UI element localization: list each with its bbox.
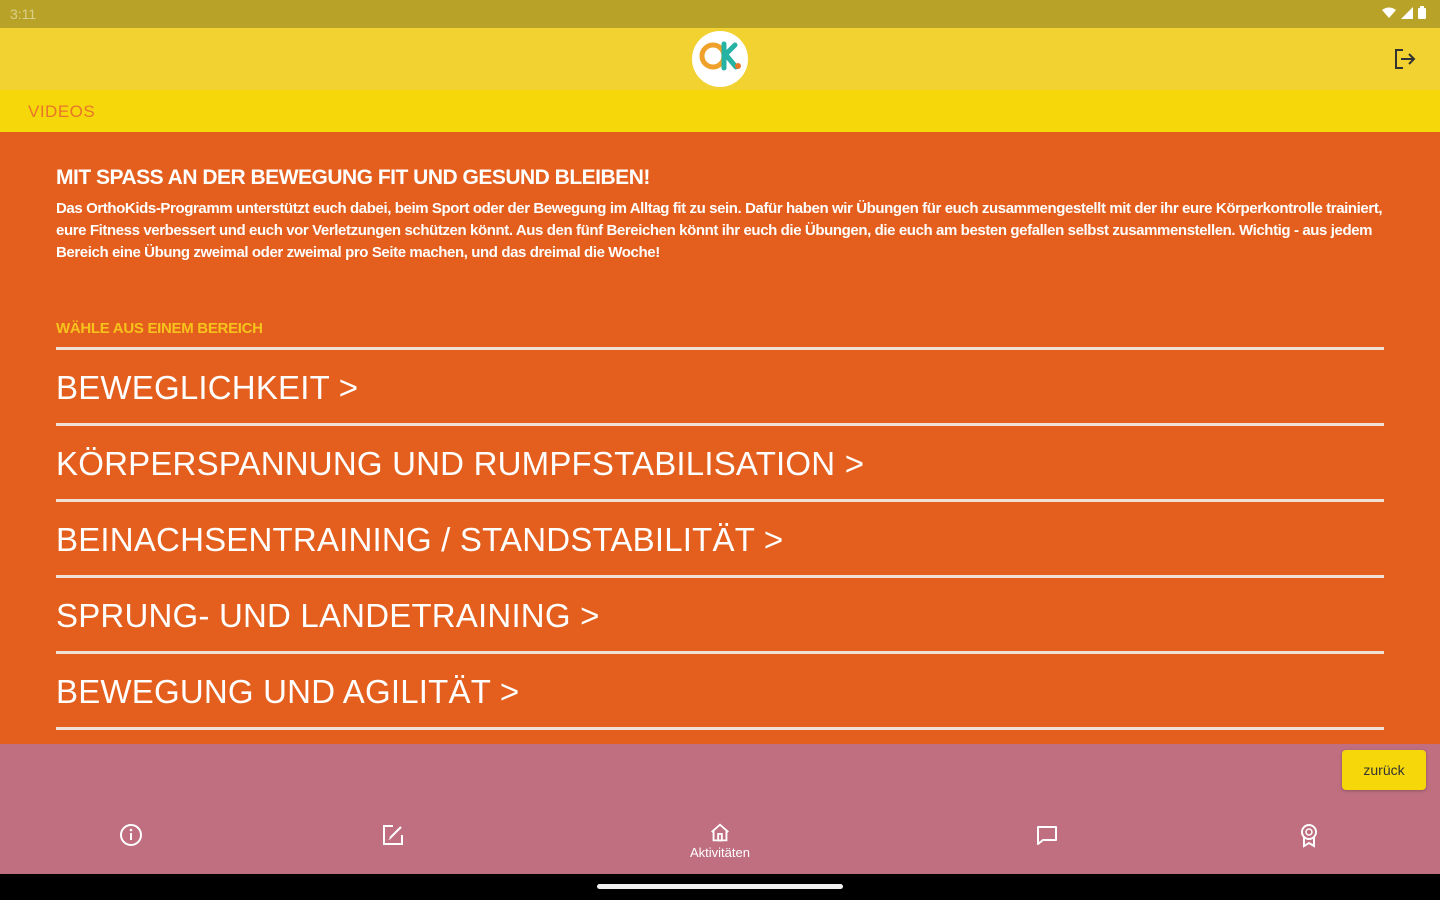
status-bar bbox=[0, 0, 1440, 28]
area-item-koerperspannung[interactable] bbox=[56, 426, 1384, 502]
wifi-icon bbox=[1382, 6, 1396, 24]
award-icon bbox=[1296, 822, 1322, 848]
intro-paragraph bbox=[56, 198, 1396, 264]
logout-icon[interactable] bbox=[1392, 46, 1418, 72]
nav-award[interactable] bbox=[1279, 822, 1339, 848]
home-gesture-handle[interactable] bbox=[597, 884, 843, 889]
battery-icon bbox=[1418, 6, 1426, 24]
tab-videos[interactable]: VIDEOS bbox=[28, 102, 96, 121]
nav-chat[interactable] bbox=[1017, 822, 1077, 848]
logo-mark bbox=[697, 36, 743, 82]
area-label: BEWEGLICHKEIT > bbox=[56, 368, 359, 406]
area-label: SPRUNG- UND LANDETRAINING > bbox=[56, 596, 600, 634]
status-time: 3:11 bbox=[10, 6, 37, 22]
intro-emphasis: Wichtig - aus jedem Bereich eine Übung zweimal oder zweimal pro Seite machen, und das dreimal die Woche! bbox=[56, 222, 1373, 261]
area-item-beweglichkeit[interactable] bbox=[56, 350, 1384, 426]
area-label: BEINACHSENTRAINING / STANDSTABILITÄT > bbox=[56, 520, 784, 558]
area-item-agilitaet[interactable] bbox=[56, 654, 1384, 730]
back-button[interactable]: zurück bbox=[1342, 750, 1426, 790]
app-bar bbox=[0, 28, 1440, 90]
nav-aktivitaeten[interactable] bbox=[690, 821, 750, 860]
area-item-beinachsentraining[interactable] bbox=[56, 502, 1384, 578]
intro-text: Das OrthoKids-Programm unterstützt euch dabei, beim Sport oder der Bewegung im Alltag fit zu sein. Dafür haben wir Übungen für euch zusammengestellt mit der ihr eure Körperkontrolle trainiert, eure Fitness verbessert und euch vor Verletzungen schützen könnt. Aus den fünf Bereichen könnt ihr euch die Übungen, die euch am besten gefallen selbst zusammenstellen. bbox=[56, 200, 1383, 239]
area-label: BEWEGUNG UND AGILITÄT > bbox=[56, 672, 520, 710]
nav-edit[interactable] bbox=[363, 822, 423, 848]
home-icon bbox=[708, 821, 732, 845]
status-icons bbox=[1382, 6, 1426, 24]
area-label: KÖRPERSPANNUNG UND RUMPFSTABILISATION > bbox=[56, 444, 865, 482]
area-list bbox=[56, 347, 1384, 730]
main-content bbox=[0, 132, 1440, 744]
page-headline: MIT SPASS AN DER BEWEGUNG FIT UND GESUND BLEIBEN! bbox=[56, 166, 650, 189]
nav-info[interactable] bbox=[101, 822, 161, 848]
tab-strip bbox=[0, 90, 1440, 132]
nav-label: Aktivitäten bbox=[690, 845, 750, 860]
signal-icon bbox=[1401, 6, 1413, 24]
chat-icon bbox=[1034, 822, 1060, 848]
gesture-bar bbox=[0, 874, 1440, 900]
section-label: WÄHLE AUS EINEM BEREICH bbox=[56, 320, 263, 337]
info-icon bbox=[118, 822, 144, 848]
area-item-sprungtraining[interactable] bbox=[56, 578, 1384, 654]
bottom-area bbox=[0, 744, 1440, 874]
orthokids-logo[interactable] bbox=[692, 31, 748, 87]
edit-note-icon bbox=[380, 822, 406, 848]
